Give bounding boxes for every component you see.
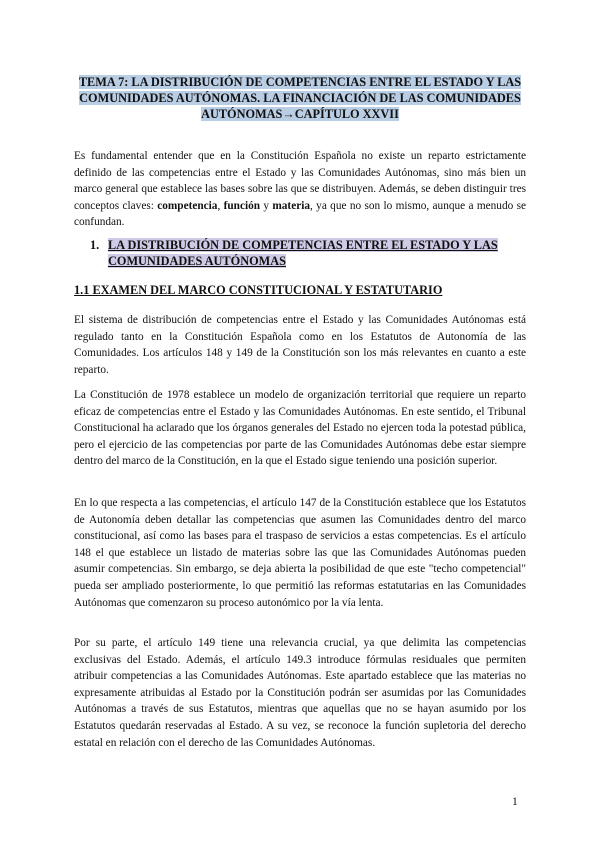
intro-text-before: Es fundamental entender que en la Constitución Española no existe un reparto estrictamente definido de las competencias entre el Estado y las Comunidades Autónomas, sino más bien un marco general que establece las bases sobre las que se distribuyen. Además, se deben distinguir tres conceptos claves: [74,150,526,212]
title-line-2: COMUNIDADES AUTÓNOMAS. LA FINANCIACIÓN DE LAS COMUNIDADES [79,91,521,105]
term-funcion: función [223,199,261,212]
title-line-1: TEMA 7: LA DISTRIBUCIÓN DE COMPETENCIAS ENTRE EL ESTADO Y LAS [78,75,522,89]
section-1-1-title: 1.1 EXAMEN DEL MARCO CONSTITUCIONAL Y ESTATUTARIO [74,283,443,297]
paragraph-3: En lo que respecta a las competencias, el artículo 147 de la Constitución establece que los Estatutos de Autonomía deben detallar las competencias que asumen las Comunidades dentro del marco constitucional, así como las bases para el traspaso de servicios a estas competencias. Es el artículo 148 el que establece un listado de materias sobre las que las Comunidades Autónomas pueden asumir competencias. Sin embargo, se deja abierta la posibilidad de que este "techo competencial" pueda ser ampliado posteriormente, lo que permitió las reformas estatutarias en las Comunidades Autónomas que comenzaron su proceso autonómico por la vía lenta. [74,497,526,609]
paragraph-2: La Constitución de 1978 establece un modelo de organización territorial que requiere un reparto eficaz de competencias entre el Estado y las Comunidades Autónomas. En este sentido, el Tribunal Constitucional ha aclarado que los órganos generales del Estado no ejercen toda la potestad pública, pero el ejercicio de las competencias por parte de las Comunidades Autónomas debe estar siempre dentro del marco de la Constitución, en la que el Estado sigue teniendo una posición superior. [74,389,526,468]
section-1-1-heading [74,282,526,298]
intro-paragraph [74,148,526,231]
title-line-3: AUTÓNOMAS→CAPÍTULO XXVII [201,107,399,121]
paragraph-4: Por su parte, el artículo 149 tiene una relevancia crucial, ya que delimita las competencias exclusivas del Estado. Además, el artículo 149.3 introduce fórmulas residuales que permiten atribuir competencias a las Comunidades Autónomas. Este apartado establece que las materias no expresamente atribuidas al Estado por la Constitución podrán ser asumidas por las Comunidades Autónomas a través de sus Estatutos, mientras que aquellas que no se hayan asumido por los Estatutos quedarán reservadas al Estado. A su vez, se reconoce la función supletoria del derecho estatal en relación con el derecho de las Comunidades Autónomas. [74,637,526,749]
term-materia: materia [272,199,311,212]
section-1-heading [90,237,526,269]
section-1-title-line-2: COMUNIDADES AUTÓNOMAS [108,254,286,268]
section-1-title-line-1: LA DISTRIBUCIÓN DE COMPETENCIAS ENTRE EL ESTADO Y LAS [108,238,498,252]
intro-separator-1: , [217,199,224,212]
intro-text-after: , ya que no son lo mismo, aunque a menudo se confundan. [74,199,527,229]
document-title [74,74,526,122]
page-number: 1 [512,796,518,808]
section-1-number: 1. [90,238,100,252]
paragraph-1: El sistema de distribución de competencias entre el Estado y las Comunidades Autónomas está regulado tanto en la Constitución Española como en los Estatutos de Autonomía de las Comunidades. Los artículos 148 y 149 de la Constitución son los más relevantes en cuanto a este reparto. [74,314,526,376]
term-competencia: competencia [157,199,218,212]
intro-separator-2: y [260,199,273,212]
